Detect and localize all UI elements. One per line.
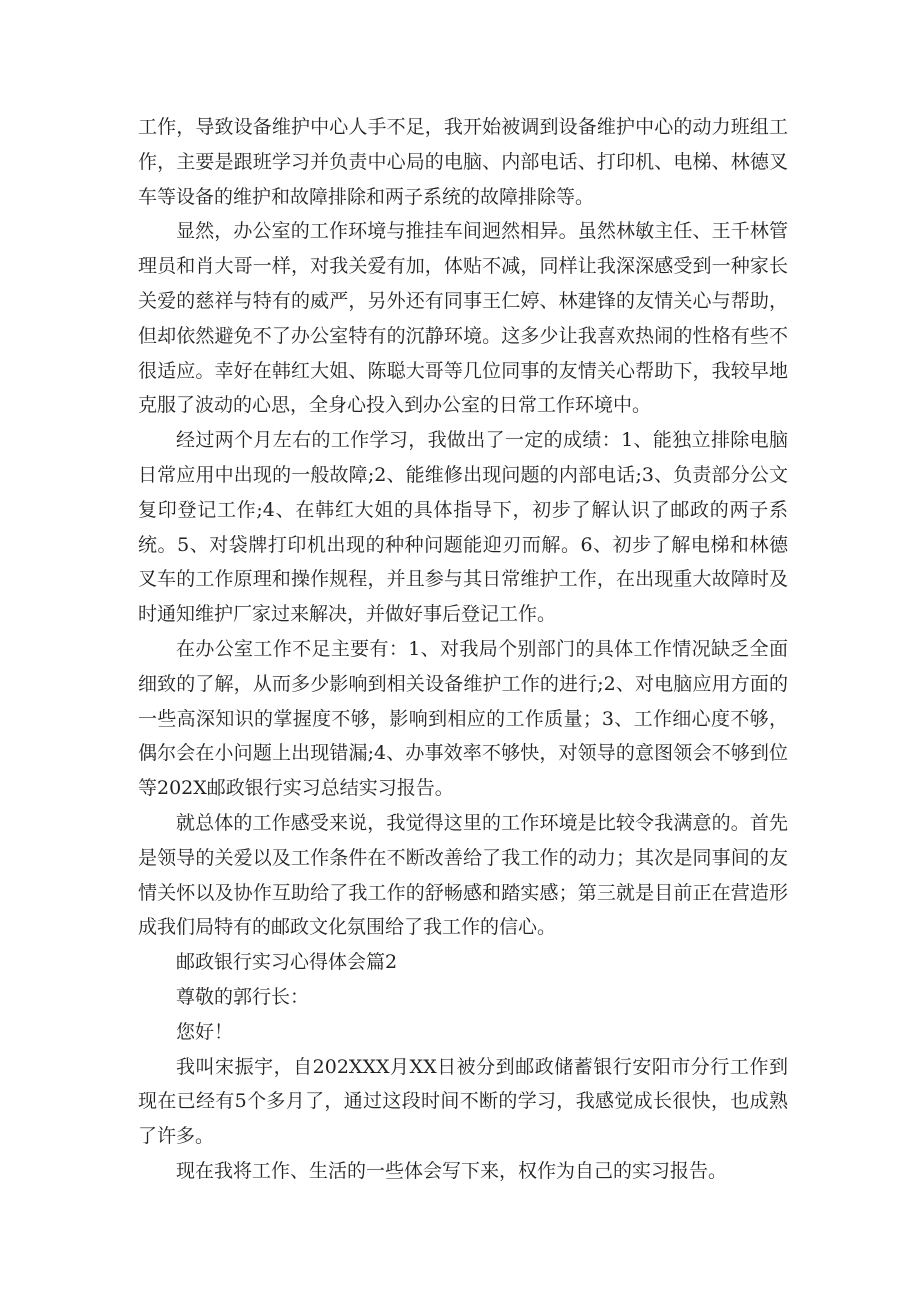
paragraph-overall-feeling: 就总体的工作感受来说，我觉得这里的工作环境是比较令我满意的。首先是领导的关爱以及工作条件在不断改善给了我工作的动力；其次是同事间的友情关怀以及协作互助给了我工作的舒畅感和踏实感；第三就是目前正在营造形成我们局特有的邮政文化氛围给了我工作的信心。 <box>138 811 788 939</box>
paragraph-continuation: 工作，导致设备维护中心人手不足，我开始被调到设备维护中心的动力班组工作，主要是跟班学习并负责中心局的电脑、内部电话、打印机、电梯、林德叉车等设备的维护和故障排除和两子系统的故障排除等。 <box>138 116 788 208</box>
paragraph-report-purpose: 现在我将工作、生活的一些体会写下来，权作为自己的实习报告。 <box>176 1159 728 1182</box>
salutation: 尊敬的郭行长： <box>176 985 310 1008</box>
paragraph-shortcomings: 在办公室工作不足主要有：1、对我局个别部门的具体工作情况缺乏全面细致的了解，从而多少影响到相关设备维护工作的进行;2、对电脑应用方面的一些高深知识的掌握度不够，影响到相应的工作质量；3、工作细心度不够，偶尔会在小问题上出现错漏;4、办事效率不够快，对领导的意图领会不够到位等202X邮政银行实习总结实习报告。 <box>138 637 788 800</box>
greeting: 您好！ <box>176 1020 234 1043</box>
paragraph-achievements: 经过两个月左右的工作学习，我做出了一定的成绩：1、能独立排除电脑日常应用中出现的一般故障;2、能维修出现问题的内部电话;3、负责部分公文复印登记工作;4、在韩红大姐的具体指导下，初步了解认识了邮政的两子系统。5、对袋牌打印机出现的种种问题能迎刃而解。6、初步了解电梯和林德叉车的工作原理和操作规程，并且参与其日常维护工作，在出现重大故障时及时通知维护厂家过来解决，并做好事后登记工作。 <box>138 429 788 626</box>
paragraph-office-environment: 显然，办公室的工作环境与推挂车间迥然相异。虽然林敏主任、王千林管理员和肖大哥一样，对我关爱有加，体贴不减，同样让我深深感受到一种家长关爱的慈祥与特有的威严，另外还有同事王仁婷、林建锋的友情关心与帮助，但却依然避免不了办公室特有的沉静环境。这多少让我喜欢热闹的性格有些不很适应。幸好在韩红大姐、陈聪大哥等几位同事的友情关心帮助下，我较早地克服了波动的心思，全身心投入到办公室的日常工作环境中。 <box>138 220 788 417</box>
section-heading: 邮政银行实习心得体会篇2 <box>176 951 398 974</box>
document-body <box>138 110 788 1189</box>
paragraph-introduction: 我叫宋振宇，自202XXX月XX日被分到邮政储蓄银行安阳市分行工作到现在已经有5个多月了，通过这段时间不断的学习，我感觉成长很快，也成熟了许多。 <box>138 1055 788 1148</box>
